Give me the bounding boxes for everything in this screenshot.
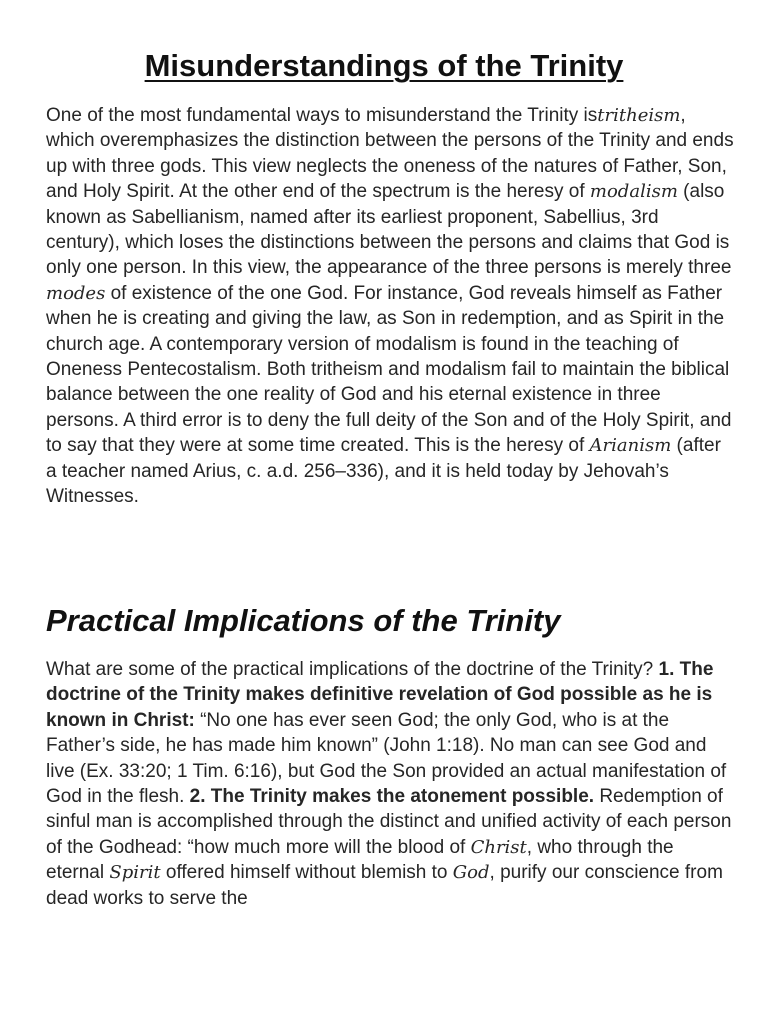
term-spirit: Spirit — [109, 862, 161, 884]
section1-text-5: (after a teacher named Arius, c. a.d. 256–336), and it is held today by Jehovah’s Witnesses. — [46, 435, 721, 508]
section2-text-1: What are some of the practical implications of the doctrine of the Trinity? — [46, 659, 659, 680]
term-modalism: modalism — [589, 181, 678, 203]
section2-text-3: Redemption of sinful man is accomplished through the distinct and unified activity of each person of the Godhead: “how much more will the blood of — [46, 786, 732, 858]
term-modes: modes — [46, 282, 106, 304]
term-tritheism: tritheism — [597, 105, 681, 126]
point-1-heading: 1. The doctrine of the Trinity makes definitive revelation of God possible as he is known in Christ: — [46, 659, 714, 731]
section-heading: Practical Implications of the Trinity — [46, 603, 561, 638]
section1-text-2: , which overemphasizes the distinction between the persons of the Trinity and ends up with three gods. This view neglects the oneness of the natures of Father, Son, and Holy Spirit. At the other end of the spectrum is the heresy of — [46, 105, 734, 203]
point-2-heading: 2. The Trinity makes the atonement possible. — [189, 786, 595, 808]
section1-text-1: One of the most fundamental ways to misunderstand the Trinity is — [46, 105, 598, 126]
section1-text-3: (also known as Sabellianism, named after its earliest proponent, Sabellius, 3rd century), which loses the distinctions between the persons and claims that God is only one person. In this view, the appearance of the three persons is merely three — [46, 181, 732, 279]
term-christ: Christ — [470, 836, 527, 858]
section2-paragraph — [46, 657, 736, 911]
section2-text-4: , who through the eternal — [46, 836, 674, 884]
section2-text-5: offered himself without blemish to — [160, 862, 453, 884]
section1-text-4: of existence of the one God. For instance, God reveals himself as Father when he is creating and giving the law, as Son in redemption, and as Spirit in the church age. A contemporary version of modalism is found in the teaching of Oneness Pentecostalism. Both tritheism and modalism fail to maintain the biblical balance between the one reality of God and his eternal existence in three persons. A third error is to deny the full deity of the Son and of the Holy Spirit, and to say that they were at some time created. This is the heresy of — [46, 282, 732, 457]
section2-text-2: “No one has ever seen God; the only God, who is at the Father’s side, he has made him known” (John 1:18). No man can see God and live (Ex. 33:20; 1 Tim. 6:16), but God the Son provided an actual manifestation of God in the flesh. — [46, 709, 727, 808]
page-title: Misunderstandings of the Trinity — [144, 48, 624, 83]
term-arianism: Arianism — [589, 435, 672, 457]
section1-paragraph — [46, 103, 736, 510]
section2-text-6: , purify our conscience from dead works to serve the — [46, 862, 723, 909]
term-god: God — [452, 862, 490, 884]
